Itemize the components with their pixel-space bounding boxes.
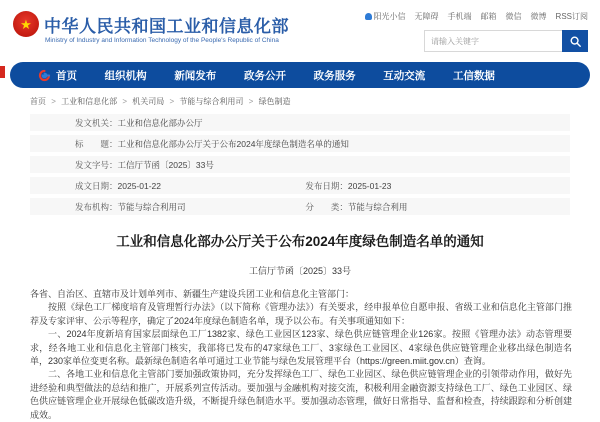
site-subtitle: Ministry of Industry and Information Technology of the People's Republic of China <box>45 37 279 44</box>
meta-row-issuing-agency <box>30 114 570 131</box>
breadcrumb-departments[interactable]: 机关司局 <box>132 97 165 106</box>
search-bar <box>424 30 588 52</box>
site-header <box>0 0 600 60</box>
meta-label: 成文日期： <box>75 180 118 191</box>
meta-value: 节能与综合利用司 <box>117 201 186 212</box>
meta-value: 节能与综合利用 <box>347 201 408 212</box>
utility-bar <box>365 11 588 22</box>
breadcrumb-energy-dept[interactable]: 节能与综合利用司 <box>179 97 244 106</box>
breadcrumb-separator: > <box>248 97 254 106</box>
document-meta-table <box>30 114 570 215</box>
nav-item-news[interactable]: 新闻发布 <box>174 69 217 82</box>
nav-item-home[interactable] <box>38 68 77 83</box>
nav-item-miit-data[interactable]: 工信数据 <box>452 69 495 82</box>
utility-link-mobile[interactable]: 手机端 <box>447 12 472 21</box>
meta-value: 2025-01-22 <box>117 180 161 191</box>
emblem-star: ★ <box>20 16 32 32</box>
assistant-bot-icon <box>365 13 372 20</box>
utility-link-rss[interactable]: RSS订阅 <box>555 12 588 21</box>
nav-item-interaction[interactable]: 互动交流 <box>383 69 426 82</box>
meta-label: 发文机关： <box>75 117 118 128</box>
meta-value: 工信厅节函〔2025〕33号 <box>117 159 214 170</box>
meta-label: 发布日期： <box>305 180 348 191</box>
breadcrumb-separator: > <box>122 97 128 106</box>
article-doc-number: 工信厅节函〔2025〕33号 <box>248 266 352 276</box>
magnifier-icon <box>570 36 581 47</box>
paragraph-item-1: 一、2024年度新培育国家层面绿色工厂1382家、绿色工业园区123家、绿色供应链管理企业126家。按照《管理办法》动态管理要求，经各地工业和信息化主管部门核实，我部将已发布的47家绿色工厂、3家绿色工业园区、4家绿色供应链管理企业移出绿色制造名单，230家单位变更名称。最新绿色制造名单可通过工业节能与绿色发展管理平台（https://green.miit.gov.cn）查询。 <box>30 329 572 367</box>
meta-row-dates <box>30 177 570 194</box>
utility-link-wechat[interactable]: 微信 <box>505 12 522 21</box>
left-edge-tab[interactable] <box>0 66 5 78</box>
search-input[interactable] <box>424 30 562 52</box>
miit-swirl-logo-icon <box>38 69 51 82</box>
utility-link-mail[interactable]: 邮箱 <box>480 12 497 21</box>
utility-link-assistant[interactable]: 阳光小信 <box>365 11 406 22</box>
breadcrumb-home[interactable]: 首页 <box>30 97 46 106</box>
breadcrumb-separator: > <box>51 97 56 106</box>
paragraph-intro: 按照《绿色工厂梯度培育及管理暂行办法》（以下简称《管理办法》）有关要求，经申报单位自愿申报、省级工业和信息化主管部门推荐及专家评审、公示等程序，确定了2024年度绿色制造名单，现予以公布。有关事项通知如下： <box>30 302 572 326</box>
paragraph-salutation: 各省、自治区、直辖市及计划单列市、新疆生产建设兵团工业和信息化主管部门： <box>30 289 355 299</box>
nav-item-organization[interactable]: 组织机构 <box>104 69 147 82</box>
article-title: 工业和信息化部办公厅关于公布2024年度绿色制造名单的通知 <box>116 234 484 249</box>
national-emblem-icon <box>13 11 39 37</box>
nav-item-gov-services[interactable]: 政务服务 <box>313 69 356 82</box>
breadcrumb-separator: > <box>169 97 175 106</box>
article-body <box>30 288 572 422</box>
main-nav <box>10 62 590 88</box>
meta-row-publisher-category <box>30 198 570 215</box>
site-title: 中华人民共和国工业和信息化部 <box>44 17 289 36</box>
search-button[interactable] <box>562 30 588 52</box>
meta-row-title <box>30 135 570 152</box>
breadcrumb <box>0 88 600 107</box>
meta-value: 工业和信息化部办公厅 <box>117 117 203 128</box>
utility-link-accessibility[interactable]: 无障碍 <box>414 12 439 21</box>
meta-label: 发布机构： <box>75 201 118 212</box>
nav-item-label: 首页 <box>56 69 77 82</box>
breadcrumb-green-manufacturing[interactable]: 绿色制造 <box>258 97 291 106</box>
meta-label: 发文字号： <box>75 159 118 170</box>
meta-label: 分 类： <box>305 201 348 212</box>
breadcrumb-miit[interactable]: 工业和信息化部 <box>61 97 118 106</box>
meta-row-doc-number <box>30 156 570 173</box>
meta-label: 标 题： <box>75 138 118 149</box>
paragraph-item-2: 二、各地工业和信息化主管部门要加强政策协同，充分发挥绿色工厂、绿色工业园区、绿色供应链管理企业的引领带动作用，做好先进经验和典型做法的总结和推广，开展系列宣传活动。要加强与金融机构对接交流，积极利用金融资源支持绿色工厂、绿色工业园区、绿色供应链管理企业开展绿色低碳改造升级，不断提升绿色制造水平。要加强动态管理，做好日常指导、监督和检查，持续跟踪和分析创建成效。 <box>30 369 572 420</box>
meta-value: 工业和信息化部办公厅关于公布2024年度绿色制造名单的通知 <box>117 138 349 149</box>
nav-item-gov-disclosure[interactable]: 政务公开 <box>243 69 286 82</box>
utility-link-weibo[interactable]: 微博 <box>530 12 547 21</box>
meta-value: 2025-01-23 <box>347 180 392 191</box>
